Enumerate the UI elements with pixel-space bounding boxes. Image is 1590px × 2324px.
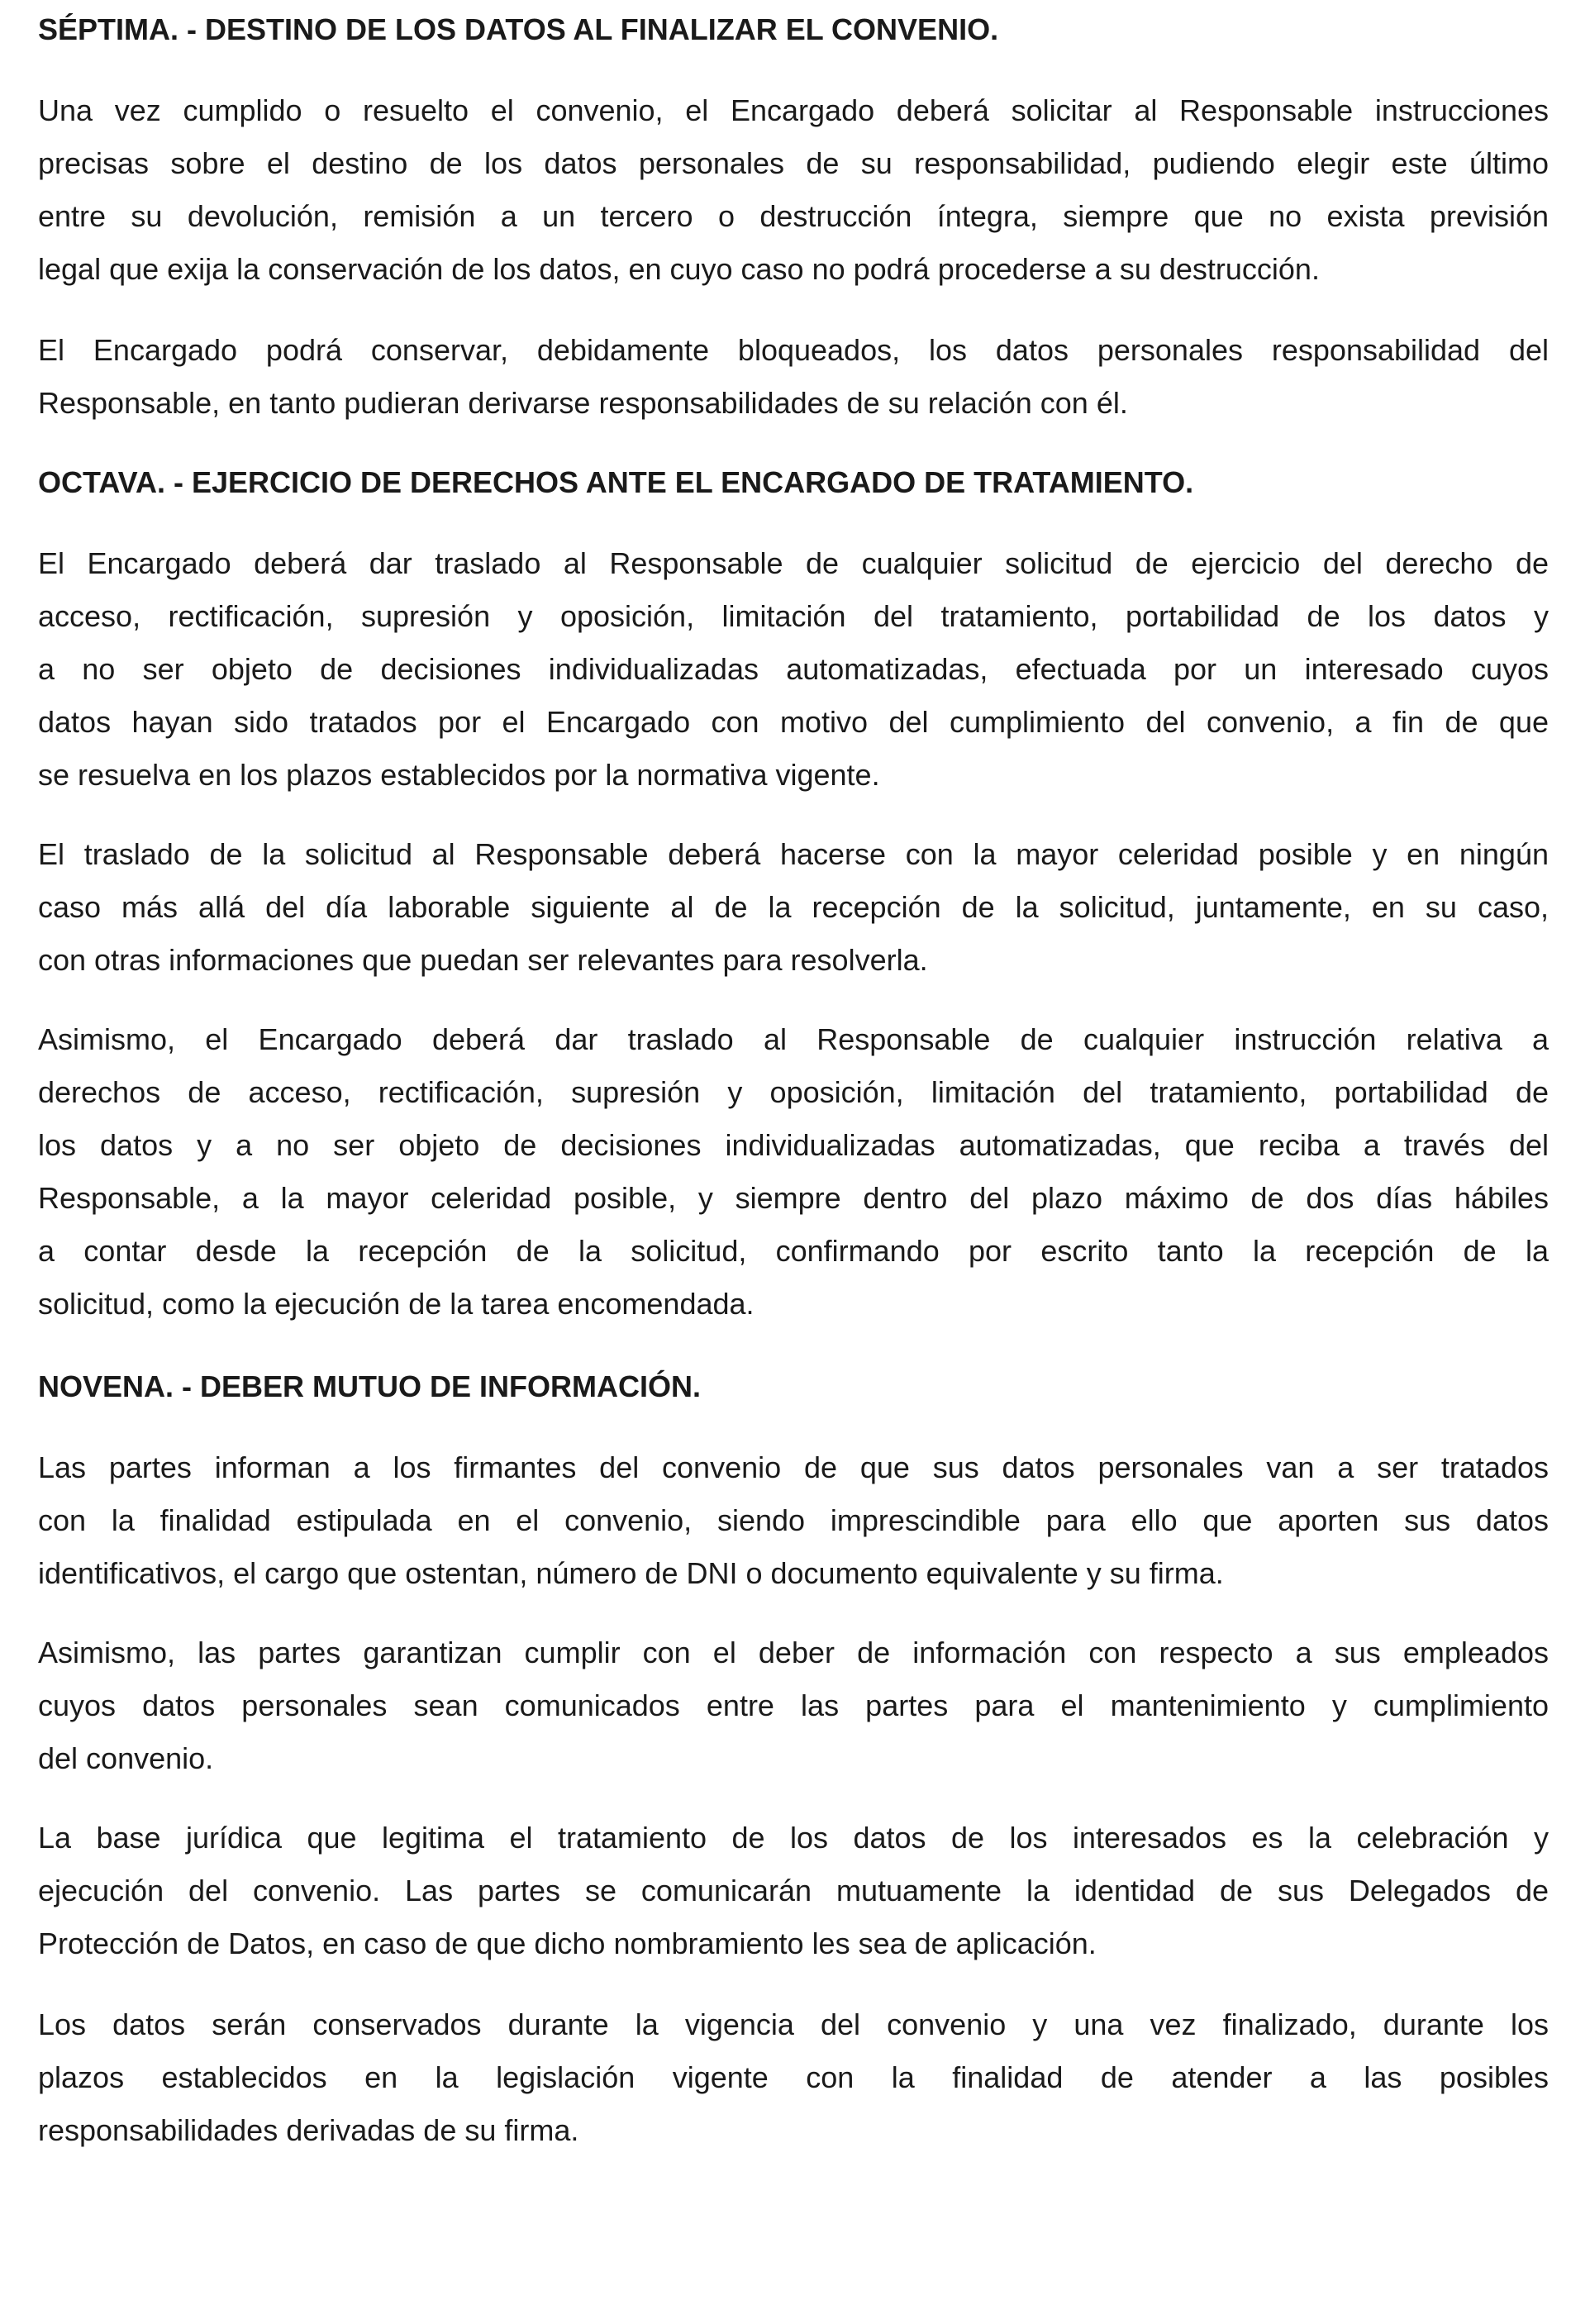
text-line: acceso, rectificación, supresión y oposición, limitación del tratamiento, portabilidad de los datos y [38, 599, 1549, 633]
text-line: Responsable, a la mayor celeridad posible, y siempre dentro del plazo máximo de dos días hábiles [38, 1181, 1549, 1215]
text-line: La base jurídica que legitima el tratamiento de los datos de los interesados es la celebración y [38, 1821, 1549, 1855]
text-line: Protección de Datos, en caso de que dicho nombramiento les sea de aplicación. [38, 1926, 1097, 1960]
text-line: a no ser objeto de decisiones individualizadas automatizadas, efectuada por un interesado cuyos [38, 652, 1549, 686]
text-line: cuyos datos personales sean comunicados entre las partes para el mantenimiento y cumplimiento [38, 1688, 1549, 1722]
text-line: Los datos serán conservados durante la vigencia del convenio y una vez finalizado, durante los [38, 2007, 1549, 2041]
text-line: Asimismo, las partes garantizan cumplir con el deber de información con respecto a sus empleados [38, 1636, 1549, 1669]
text-line: solicitud, como la ejecución de la tarea encomendada. [38, 1287, 755, 1321]
text-line: Las partes informan a los firmantes del convenio de que sus datos personales van a ser tratados [38, 1450, 1549, 1484]
paragraph-septima-2 [38, 324, 1549, 430]
text-line: a contar desde la recepción de la solicitud, confirmando por escrito tanto la recepción de la [38, 1234, 1549, 1268]
paragraph-novena-3 [38, 1812, 1549, 1970]
text-line: con la finalidad estipulada en el convenio, siendo imprescindible para ello que aporten sus datos [38, 1503, 1549, 1537]
text-line: ejecución del convenio. Las partes se comunicarán mutuamente la identidad de sus Delegados de [38, 1874, 1549, 1907]
text-line: responsabilidades derivadas de su firma. [38, 2113, 579, 2147]
text-line: los datos y a no ser objeto de decisiones individualizadas automatizadas, que reciba a través del [38, 1128, 1549, 1162]
section-heading-novena: NOVENA. - DEBER MUTUO DE INFORMACIÓN. [38, 1369, 702, 1403]
text-line: derechos de acceso, rectificación, supresión y oposición, limitación del tratamiento, portabilidad de [38, 1075, 1549, 1109]
text-line: con otras informaciones que puedan ser relevantes para resolverla. [38, 943, 928, 977]
paragraph-septima-1 [38, 84, 1549, 296]
text-line: El Encargado deberá dar traslado al Responsable de cualquier solicitud de ejercicio del derecho de [38, 546, 1549, 580]
paragraph-novena-4 [38, 1998, 1549, 2157]
paragraph-novena-2 [38, 1626, 1549, 1785]
text-line: caso más allá del día laborable siguiente al de la recepción de la solicitud, juntamente, en su caso, [38, 890, 1549, 924]
paragraph-octava-3 [38, 1013, 1549, 1331]
text-line: del convenio. [38, 1741, 214, 1775]
text-line: Asimismo, el Encargado deberá dar traslado al Responsable de cualquier instrucción relativa a [38, 1022, 1549, 1056]
section-heading-septima: SÉPTIMA. - DESTINO DE LOS DATOS AL FINALIZAR EL CONVENIO. [38, 12, 999, 46]
text-line: El traslado de la solicitud al Responsable deberá hacerse con la mayor celeridad posible y en ningún [38, 837, 1549, 871]
text-line: Una vez cumplido o resuelto el convenio, el Encargado deberá solicitar al Responsable instrucciones [38, 93, 1549, 127]
paragraph-octava-1 [38, 537, 1549, 802]
text-line: precisas sobre el destino de los datos personales de su responsabilidad, pudiendo elegir este último [38, 146, 1549, 180]
text-line: datos hayan sido tratados por el Encargado con motivo del cumplimiento del convenio, a fin de que [38, 705, 1549, 739]
text-line: Responsable, en tanto pudieran derivarse responsabilidades de su relación con él. [38, 386, 1128, 420]
paragraph-octava-2 [38, 828, 1549, 987]
text-line: identificativos, el cargo que ostentan, número de DNI o documento equivalente y su firma. [38, 1556, 1224, 1590]
text-line: plazos establecidos en la legislación vigente con la finalidad de atender a las posibles [38, 2060, 1549, 2094]
text-line: entre su devolución, remisión a un tercero o destrucción íntegra, siempre que no exista previsión [38, 199, 1549, 233]
text-line: legal que exija la conservación de los datos, en cuyo caso no podrá procederse a su destrucción. [38, 252, 1320, 286]
text-line: se resuelva en los plazos establecidos por la normativa vigente. [38, 758, 880, 792]
text-line: El Encargado podrá conservar, debidamente bloqueados, los datos personales responsabilidad del [38, 333, 1549, 367]
section-heading-octava: OCTAVA. - EJERCICIO DE DERECHOS ANTE EL ENCARGADO DE TRATAMIENTO. [38, 465, 1194, 499]
paragraph-novena-1 [38, 1441, 1549, 1600]
